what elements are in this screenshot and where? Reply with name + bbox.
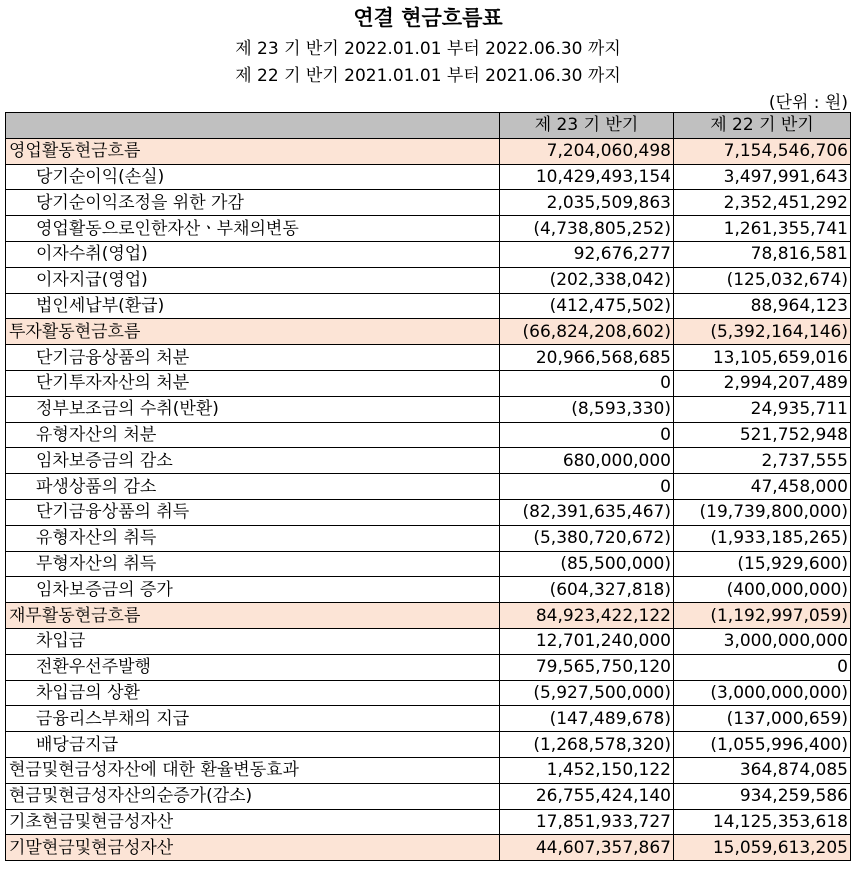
prior-value: 2,352,451,292 [674,190,851,216]
table-row [6,267,851,293]
prior-value: 24,935,711 [674,396,851,422]
table-row [6,241,851,267]
table-row [6,474,851,500]
table-row [6,680,851,706]
row-label: 정부보조금의 수취(반환) [6,396,500,422]
prior-value: 2,737,555 [674,448,851,474]
current-value: (147,489,678) [500,706,674,732]
prior-value: 3,000,000,000 [674,628,851,654]
current-value: 0 [500,422,674,448]
row-label: 유형자산의 취득 [6,525,500,551]
current-value: (66,824,208,602) [500,319,674,345]
current-value: (8,593,330) [500,396,674,422]
table-row [6,628,851,654]
prior-value: (400,000,000) [674,577,851,603]
cash-flow-table [5,112,851,861]
prior-value: 14,125,353,618 [674,809,851,835]
row-label: 기말현금및현금성자산 [6,835,500,861]
row-label: 기초현금및현금성자산 [6,809,500,835]
table-row [6,809,851,835]
prior-value: (19,739,800,000) [674,499,851,525]
prior-value: (15,929,600) [674,551,851,577]
current-value: 680,000,000 [500,448,674,474]
prior-value: 78,816,581 [674,241,851,267]
section-row [6,603,851,629]
current-value: 0 [500,474,674,500]
table-row [6,706,851,732]
prior-value: (3,000,000,000) [674,680,851,706]
table-row [6,422,851,448]
row-label: 당기순이익(손실) [6,164,500,190]
table-row [6,783,851,809]
row-label: 법인세납부(환급) [6,293,500,319]
prior-value: 521,752,948 [674,422,851,448]
header-label [6,113,500,139]
prior-value: 364,874,085 [674,757,851,783]
table-row [6,216,851,242]
current-value: (5,380,720,672) [500,525,674,551]
current-value: 12,701,240,000 [500,628,674,654]
current-value: 79,565,750,120 [500,654,674,680]
prior-value: (125,032,674) [674,267,851,293]
table-row [6,551,851,577]
row-label: 단기금융상품의 취득 [6,499,500,525]
table-row [6,732,851,758]
current-value: 26,755,424,140 [500,783,674,809]
row-label: 현금및현금성자산의순증가(감소) [6,783,500,809]
current-value: (5,927,500,000) [500,680,674,706]
section-row [6,835,851,861]
current-value: 92,676,277 [500,241,674,267]
prior-value: 15,059,613,205 [674,835,851,861]
row-label: 배당금지급 [6,732,500,758]
table-header-row [6,113,851,139]
unit-label: (단위 : 원) [768,93,848,113]
table-row [6,164,851,190]
prior-value: 1,261,355,741 [674,216,851,242]
prior-value: (1,933,185,265) [674,525,851,551]
prior-value: 7,154,546,706 [674,138,851,164]
row-label: 영업활동으로인한자산ㆍ부채의변동 [6,216,500,242]
row-label: 영업활동현금흐름 [6,138,500,164]
prior-value: 2,994,207,489 [674,370,851,396]
table-row [6,757,851,783]
current-value: 17,851,933,727 [500,809,674,835]
row-label: 당기순이익조정을 위한 가감 [6,190,500,216]
row-label: 임차보증금의 증가 [6,577,500,603]
row-label: 파생상품의 감소 [6,474,500,500]
current-value: 10,429,493,154 [500,164,674,190]
prior-value: 934,259,586 [674,783,851,809]
prior-period: 제 22 기 반기 2021.01.01 부터 2021.06.30 까지 [235,66,621,86]
current-value: (202,338,042) [500,267,674,293]
current-value: 84,923,422,122 [500,603,674,629]
current-value: (412,475,502) [500,293,674,319]
row-label: 재무활동현금흐름 [6,603,500,629]
page-title: 연결 현금흐름표 [353,6,503,30]
table-row [6,345,851,371]
row-label: 이자수취(영업) [6,241,500,267]
prior-value: (1,192,997,059) [674,603,851,629]
prior-value: (137,000,659) [674,706,851,732]
current-period: 제 23 기 반기 2022.01.01 부터 2022.06.30 까지 [235,39,621,59]
table-row [6,448,851,474]
current-value: 44,607,357,867 [500,835,674,861]
row-label: 차입금의 상환 [6,680,500,706]
row-label: 임차보증금의 감소 [6,448,500,474]
prior-value: (5,392,164,146) [674,319,851,345]
current-value: (1,268,578,320) [500,732,674,758]
current-value: (85,500,000) [500,551,674,577]
table-row [6,654,851,680]
row-label: 금융리스부채의 지급 [6,706,500,732]
section-row [6,138,851,164]
table-row [6,396,851,422]
current-value: 7,204,060,498 [500,138,674,164]
table-row [6,499,851,525]
prior-value: (1,055,996,400) [674,732,851,758]
prior-value: 88,964,123 [674,293,851,319]
row-label: 무형자산의 취득 [6,551,500,577]
current-value: 0 [500,370,674,396]
prior-value: 47,458,000 [674,474,851,500]
row-label: 유형자산의 처분 [6,422,500,448]
row-label: 이자지급(영업) [6,267,500,293]
row-label: 단기금융상품의 처분 [6,345,500,371]
current-value: (604,327,818) [500,577,674,603]
table-row [6,370,851,396]
current-value: (4,738,805,252) [500,216,674,242]
table-row [6,293,851,319]
current-value: 2,035,509,863 [500,190,674,216]
header-current: 제 23 기 반기 [500,113,674,139]
row-label: 단기투자자산의 처분 [6,370,500,396]
header-prior: 제 22 기 반기 [674,113,851,139]
current-value: (82,391,635,467) [500,499,674,525]
section-row [6,319,851,345]
current-value: 20,966,568,685 [500,345,674,371]
prior-value: 0 [674,654,851,680]
current-value: 1,452,150,122 [500,757,674,783]
prior-value: 13,105,659,016 [674,345,851,371]
table-row [6,525,851,551]
row-label: 차입금 [6,628,500,654]
row-label: 전환우선주발행 [6,654,500,680]
table-row [6,577,851,603]
table-row [6,190,851,216]
row-label: 현금및현금성자산에 대한 환율변동효과 [6,757,500,783]
prior-value: 3,497,991,643 [674,164,851,190]
row-label: 투자활동현금흐름 [6,319,500,345]
